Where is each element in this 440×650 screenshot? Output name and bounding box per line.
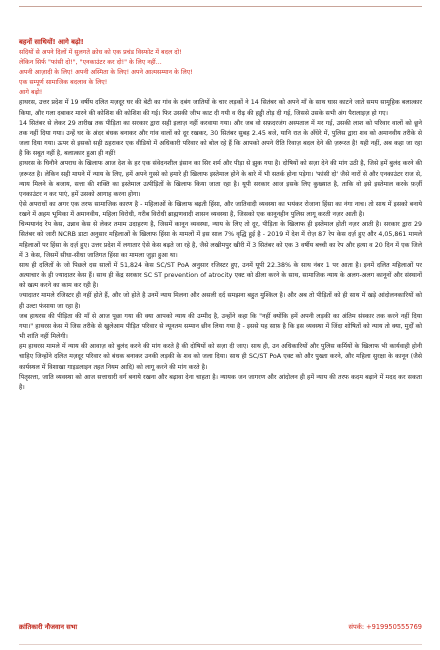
body-paragraph: पितृसत्ता, जाति व्यवस्था को आज सत्ताधारी वर्ग बनाये रखना और बढ़ावा देना चाहता है। न्यायक जन जागरण और आंदोलन ही हमें न्याय की तरफ कदम बढ़ाने में मदद कर सकता है। [19,373,422,391]
leaflet-footer [19,622,422,631]
leaflet-title: बहनों साथियों! आगे बढ़ो! [19,38,84,46]
organization-name: क्रांतिकारी नौजवान सभा [19,623,78,631]
header-line: लेकिन सिर्फ "फांसी दो!", "एनकाउंटर कर दो!" के लिए नहीं... [19,58,162,66]
leaflet-header [19,0,422,97]
bottom-divider [19,644,422,645]
body-paragraph: ज्यादातर मामले रजिस्टर ही नहीं होते हैं, और जो होते है उनमें न्याय मिलना और असली दर्द समझना बहुत मुश्किल है। और अब तो पीड़ितों को ही साथ में खड़े आंदोलनकारियों को ही उल्टा फंसाया जा रहा है। [19,292,422,310]
top-divider [19,6,422,7]
header-line: सदियों से अपने दिलों में सुलगते क्रोध को एक प्रचंड विस्फोट में बदल दो! [19,48,182,56]
leaflet-body [19,98,422,393]
contact-number: संपर्क: +919950555769 [348,623,422,631]
header-line: अपनी आज़ादी के लिए! अपनी अस्मिता के लिए! अपने आत्मसम्मान के लिए! [19,68,193,76]
body-paragraph: चिन्मयानंद रेप केस, उन्नाव केस से लेकर तमाम उदाहरण है, जिसमें कानून व्यवस्था, न्याय के लिए तो दूर, पीड़िता के खिलाफ ही इस्तेमाल होती नज़र आती है। सरकार द्वारा 29 सितंबर को जारी NCRB डाटा अनुसार महिलाओं के खिलाफ हिंसा के मामलों में इस साल 7% वृद्धि हुई है - 2019 में देश में रोज़ 87 रेप केस दर्ज़ हुए और 4,05,861 मामले महिलाओं पर हिंसा के दर्ज़ हुए। उत्तर प्रदेश में लगातार ऐसे केस बढ़ते जा रहे है, जैसे लखीमपुर खीरी में 3 सितंबर को एक 3 वर्षीय बच्ची का रेप और हत्या व 20 दिन में एक जिले में 3 केस, जिसमें सीधा-सीधा जातिगत हिंसा का मामला जुड़ा हुआ था। [19,221,422,259]
body-paragraph: हाथरस, उत्तर प्रदेश में 19 वर्षीय दलित मज़दूर घर की बेटी का गांव के दबंग जातियों के चार लड़कों ने 14 सितंबर को अपने माँ के साथ घास काटने जाते समय सामूहिक बलात्कार किया, और गला दबाकर मारने की कोशिश की कोशिश की गई। फिर उसकी जीभ काट दी गयी व रीढ़ की हड्डी तोड़ दी गई, जिससे उसके सभी अंग पैरालाइज़ हो गए। [19,99,422,117]
body-paragraph: ऐसे अपराधों का अगर एक तरफ सामाजिक कारण है - महिलाओं के खिलाफ बढ़ती हिंसा, और जातिवादी व्यवस्था का भयंकर रोजाना हिंसा का नंगा नाच। तो साथ में इसको बनाये रखने में अहम भूमिका में अमानवीय, महिला विरोधी, गरीब विरोधी ब्राह्मणवादी शासन व्यवस्था है, जिसको एक कानूनहीन पुलिस लागू करती नज़र आती है। [19,201,422,219]
body-paragraph: जब हाथरस की पीड़िता की माँ से आज पूछा गया की क्या आपको न्याय की उम्मीद है, उन्होंने कहा कि "नहीं क्योंकि हमें अपनी लड़की का अंतिम संस्कार तक करने नहीं दिया गया।" हाथरस केस में जिस तरीके से खुलेआम पीड़ित परिवार से न्यूनतम सम्मान छीन लिया गया है - इससे यह साफ़ है कि इस व्यवस्था में जिंदा शोषितों को न्याय तो क्या, मुर्दों को भी शांति नहीं मिलेगी। [19,312,422,341]
header-line: आगे बढ़ो! [19,88,43,96]
body-paragraph: साथ ही दलितों के जो पिछले दस सालों में 51,824 केस SC/ST PoA अनुसार रजिस्टर हुए, उनमें यूपी 22.38% के साथ नंबर 1 पर आता है। इनमें दलित महिलाओं पर अत्याचार के ही ज्यादातर केस हैं। साथ ही केंद्र सरकार SC ST prevention of atrocity एक्ट को ढीला करने के साथ, सामाजिक न्याय के अलग-अलग कानूनों और संस्थानों को खत्म करने का काम कर रही है। [19,261,422,290]
body-paragraph: हम हाथरस मामले में न्याय की आवाज़ को बुलंद करने की मांग करते है की दोषियों को सज़ा दी जाए। साथ ही, उन अधिकारियों और पुलिस कर्मियों के खिलाफ भी कार्यवाही होनी चाहिए जिन्होंने दलित मज़दूर परिवार को बंधक बनाकर उनकी लड़की के शव को जला दिया। साथ ही SC/ST PoA एक्ट को और पुख्ता करने, और महिला सुरक्षा के कानून (जैसे कार्यस्थल में विशाखा गाइडलाइन तहत नियम आदि) को लागू करने की मांग करते है। [19,343,422,371]
header-line: एक सम्पूर्ण सामाजिक बदलाव के लिए! [19,78,108,86]
body-paragraph: 14 सितंबर से लेकर 29 तारीख तक पीड़िता का सरकार द्वारा सही इलाज़ नहीं करवाया गया। और जब वो सफ़दरजंग अस्पताल में मर गई, उसकी लाश को परिवार वालों को छूने तक नहीं दिया गया। उन्हें घर के अंदर बंधक बनाकर और गांव वालों को दूर रखकर, 30 सितंबर सुबह 2.45 बजे, यानि रात के अँधेरे में, पुलिस द्वारा शव को अमानवीय तरीके से जला दिया गया। ऊपर से इसको सही ठहराकर एक वीडियो में अधिकारी परिवार को बोल रहे हैं कि आपको अपने रीति रिवाज़ बदल देने की ज़रूरत है! यही नहीं, अब कहा जा रहा है कि सबूत नहीं है, बलात्कार हुआ ही नहीं! [19,119,422,158]
body-paragraph: हाथरस के घिनौने अपराध के खिलाफ आज देश के हर एक संवेदनशील इंसान का सिर शर्म और पीड़ा से झुक गया है। दोषियों को सज़ा देने की मांग उठी है, जिसे हमें बुलंद करने की ज़रूरत है। लेकिन सही मायने में न्याय के लिए, हमें अपने गुस्से को हमारे ही खिलाफ इस्तेमाल होने के बारे में भी सतर्क होना पड़ेगा। 'फांसी दो' जैसे नारों से और एनकाउंटर राज से, न्याय मिलने के बजाय, सत्ता की शक्ति का इस्तेमाल उत्पीड़ितों के खिलाफ किया जाता रहा है। यूपी सरकार आज इसके लिए कुख्यात है, ताकि वो इसे इस्तेमाल करके फ़र्ज़ी एनकाउंटर न कर पाएं, हमें उसको आगाह करना होगा। [19,160,422,198]
